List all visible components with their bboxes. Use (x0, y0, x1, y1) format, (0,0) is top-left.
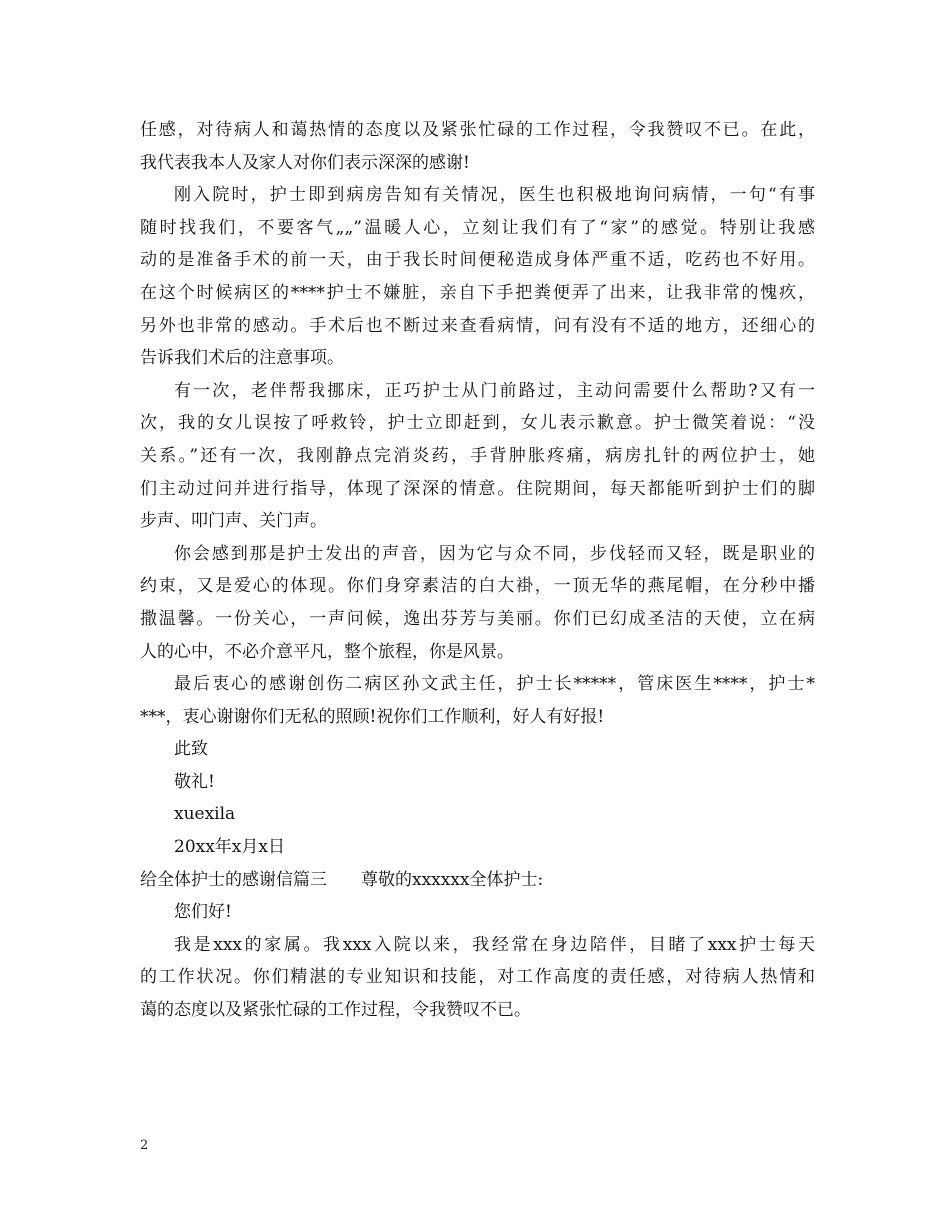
paragraph-line: 次，我的女儿误按了呼救铃，护士立即赶到，女儿表示歉意。护士微笑着说：“没 (140, 413, 815, 434)
paragraph-line: 你会感到那是护士发出的声音，因为它与众不同，步伐轻而又轻，既是职业的 (174, 543, 815, 564)
paragraph-line: 随时找我们，不要客气„„”温暖人心，立刻让我们有了“家”的感觉。特别让我感 (140, 217, 815, 238)
paragraph-line: 人的心中，不必介意平凡，整个旅程，你是风景。 (140, 641, 514, 662)
signature-line: xuexila (174, 804, 236, 825)
letter-salutation: 尊敬的xxxxxx全体护士: (361, 869, 544, 890)
paragraph-line: 有一次，老伴帮我挪床，正巧护士从门前路过，主动问需要什么帮助?又有一 (174, 380, 815, 401)
closing-line: 敬礼! (174, 771, 215, 792)
page-number: 2 (140, 1138, 149, 1153)
paragraph-line: 的工作状况。你们精湛的专业知识和技能，对工作高度的责任感，对待病人热情和 (140, 967, 815, 988)
paragraph-line: 最后衷心的感谢创伤二病区孙文武主任，护士长*****，管床医生****，护士* (174, 674, 815, 695)
greeting-line: 您们好! (174, 902, 232, 923)
paragraph-line: 刚入院时，护士即到病房告知有关情况，医生也积极地询问病情，一句“有事 (174, 185, 815, 206)
paragraph-line: 蔼的态度以及紧张忙碌的工作过程，令我赞叹不已。 (140, 1000, 531, 1021)
paragraph-line: 在这个时候病区的****护士不嫌脏，亲自下手把粪便弄了出来，让我非常的愧疚， (140, 282, 815, 303)
document-body (140, 114, 815, 1027)
paragraph-line: 告诉我们术后的注意事项。 (140, 348, 344, 369)
paragraph-line: 另外也非常的感动。手术后也不断过来查看病情，问有没有不适的地方，还细心的 (140, 315, 815, 336)
date-line: 20xx年x月x日 (174, 837, 285, 858)
paragraph-line: 们主动过问并进行指导，体现了深深的情意。住院期间，每天都能听到护士们的脚 (140, 478, 815, 499)
paragraph-line: 任感，对待病人和蔼热情的态度以及紧张忙碌的工作过程，令我赞叹不已。在此， (140, 120, 815, 140)
paragraph-line: 关系。”还有一次，我刚静点完消炎药，手背肿胀疼痛，病房扎针的两位护士，她 (140, 445, 815, 466)
paragraph-line: 步声、叩门声、关门声。 (140, 511, 327, 532)
letter-heading (140, 864, 815, 897)
paragraph-line: 我代表我本人及家人对你们表示深深的感谢! (140, 152, 470, 173)
paragraph-line: ***，衷心谢谢你们无私的照顾!祝你们工作顺利，好人有好报! (140, 706, 605, 727)
paragraph-line: 撒温馨。一份关心，一声问候，逸出芬芳与美丽。你们已幻成圣洁的天使，立在病 (140, 608, 815, 629)
closing-line: 此致 (174, 739, 208, 760)
paragraph-line: 我是xxx的家属。我xxx入院以来，我经常在身边陪伴，目睹了xxx护士每天 (174, 934, 815, 955)
paragraph-line: 约束，又是爱心的体现。你们身穿素洁的白大褂，一顶无华的燕尾帽，在分秒中播 (140, 576, 815, 597)
paragraph-line: 动的是准备手术的前一天，由于我长时间便秘造成身体严重不适，吃药也不好用。 (140, 250, 815, 271)
letter-title: 给全体护士的感谢信篇三 (140, 869, 327, 890)
